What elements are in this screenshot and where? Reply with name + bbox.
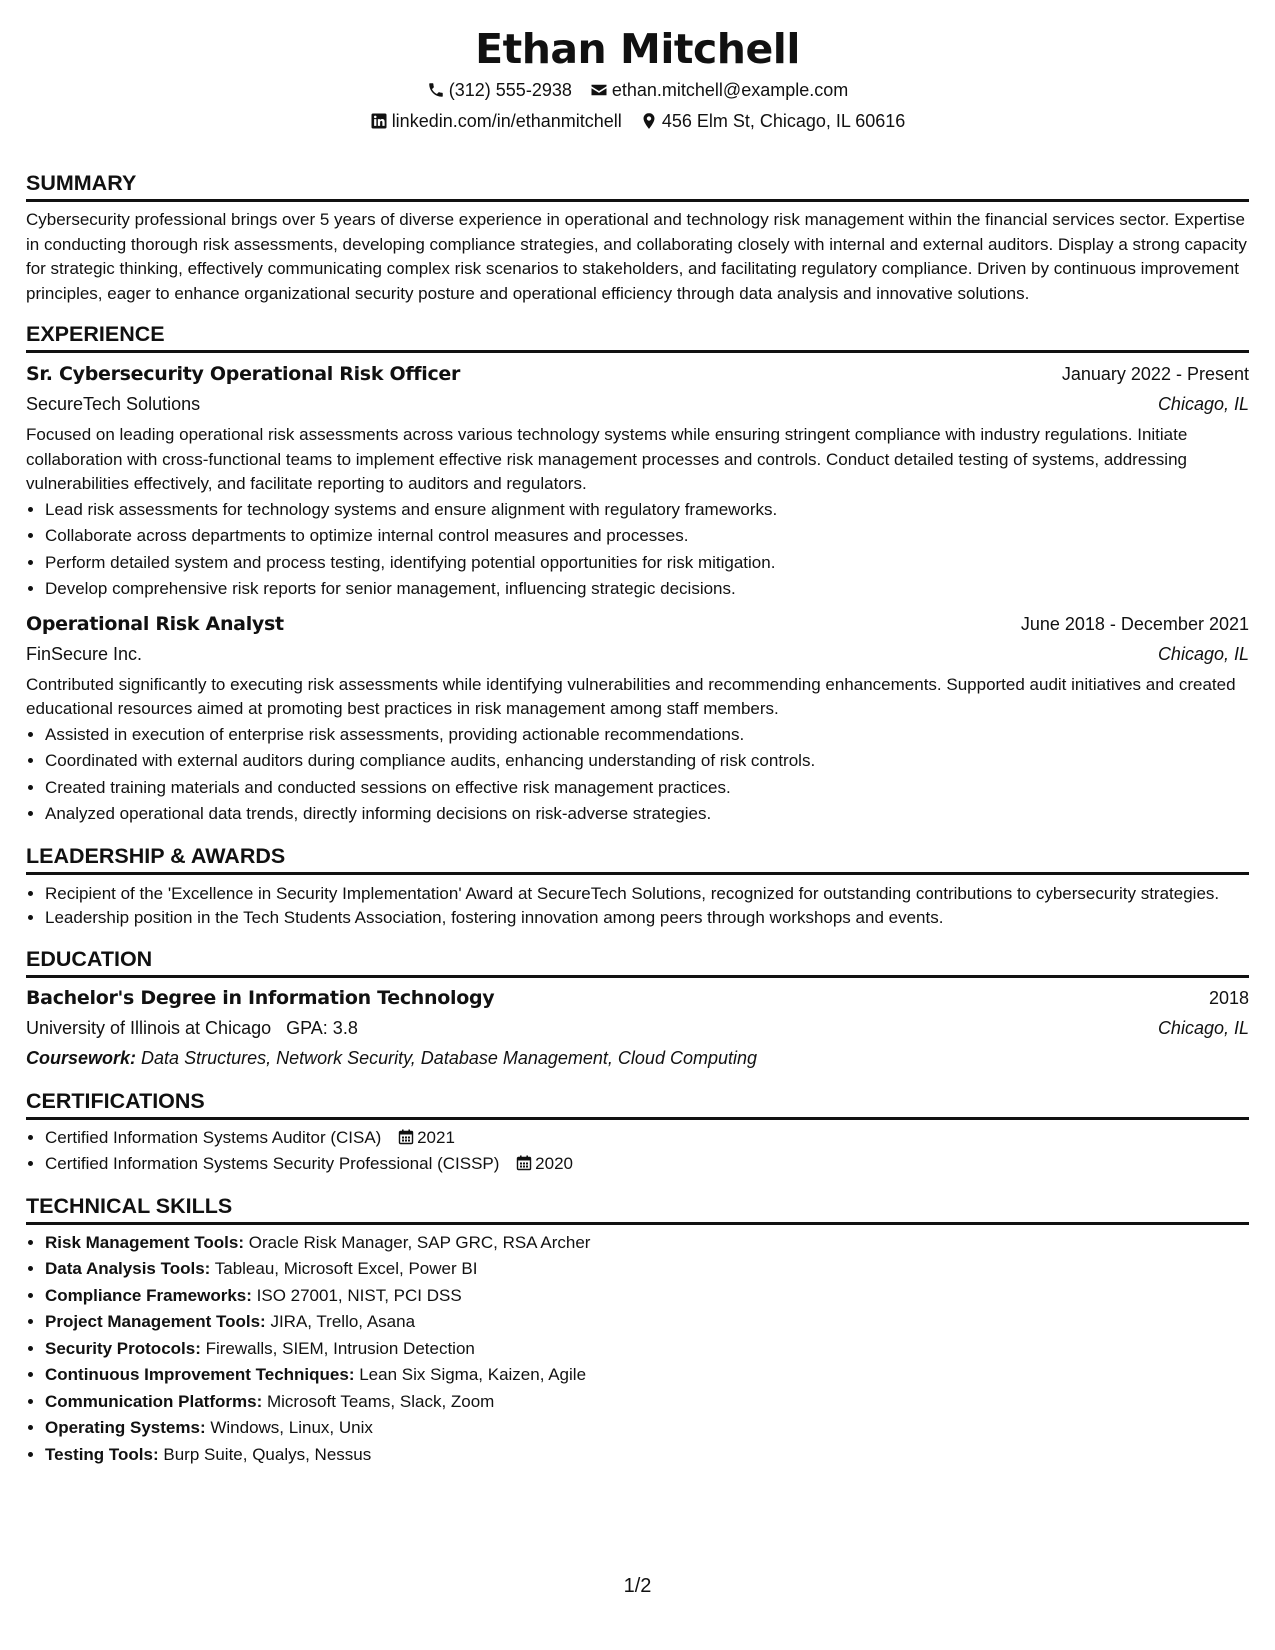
email-text[interactable]: ethan.mitchell@example.com xyxy=(611,80,849,100)
job-company: FinSecure Inc. xyxy=(26,643,143,664)
list-item xyxy=(45,1151,1249,1178)
list-item: • Lead risk assessments for technology systems and ensure alignment with regulatory frameworks. xyxy=(45,497,1249,524)
list-item: • Coordinated with external auditors during compliance audits, enhancing understanding of risk controls. xyxy=(45,748,1249,775)
school-name: University of Illinois at Chicago xyxy=(26,1017,272,1038)
coursework-text: Data Structures, Network Security, Database Management, Cloud Computing xyxy=(141,1047,758,1068)
list-item: • Collaborate across departments to optimize internal control measures and processes. xyxy=(45,523,1249,550)
graduation-year: 2018 xyxy=(1208,987,1249,1008)
skills-heading: TECHNICAL SKILLS xyxy=(26,1192,1249,1225)
certifications-heading: CERTIFICATIONS xyxy=(26,1087,1249,1120)
candidate-name: Ethan Mitchell xyxy=(475,25,800,73)
skills-section xyxy=(26,1192,1249,1469)
linkedin-icon xyxy=(370,112,388,130)
experience-heading: EXPERIENCE xyxy=(26,320,1249,353)
certification-name: Certified Information Systems Auditor (CISA) xyxy=(45,1127,382,1147)
list-item: • Assisted in execution of enterprise risk assessments, providing actionable recommendations. xyxy=(45,722,1249,749)
job-description: Contributed significantly to executing risk assessments while identifying vulnerabilities and recommending enhancements. Supported audit initiatives and created educational resources aimed at promoting best practices in risk management among staff members. xyxy=(26,674,1236,718)
email-contact[interactable] xyxy=(590,78,848,102)
phone-icon xyxy=(427,81,445,99)
job-dates: January 2022 - Present xyxy=(1061,364,1249,384)
calendar-icon xyxy=(516,1155,532,1171)
skill-value: Oracle Risk Manager, SAP GRC, RSA Archer xyxy=(248,1232,591,1252)
list-item xyxy=(45,1389,1249,1416)
contact-line-1 xyxy=(26,78,1249,102)
skill-value: Microsoft Teams, Slack, Zoom xyxy=(266,1391,495,1411)
linkedin-contact[interactable] xyxy=(370,109,622,133)
job-entry xyxy=(26,359,1249,603)
job-company: SecureTech Solutions xyxy=(26,394,201,414)
list-item xyxy=(45,1309,1249,1336)
job-description: Focused on leading operational risk assessments across various technology systems while ensuring stringent compliance with industry regulations. Initiate collaboration with cross-functional teams to implement effective risk management processes and controls. Conduct detailed testing of systems, addressing vulnerabilities effectively, and facilitate reporting to auditors and regulators. xyxy=(26,425,1188,493)
list-item xyxy=(45,1442,1249,1469)
job-location: Chicago, IL xyxy=(1157,643,1249,664)
map-pin-icon xyxy=(640,112,658,130)
certification-year: 2021 xyxy=(417,1127,455,1147)
phone-text: (312) 555-2938 xyxy=(448,80,572,100)
certification-year: 2020 xyxy=(535,1154,573,1173)
skill-label: Data Analysis Tools: xyxy=(45,1259,211,1278)
job-bullets xyxy=(26,722,1249,828)
list-item xyxy=(45,1125,1249,1152)
list-item: • Created training materials and conducted sessions on effective risk management practices. xyxy=(45,775,1249,802)
skill-label: Risk Management Tools: xyxy=(45,1232,244,1252)
certifications-section xyxy=(26,1087,1249,1178)
leadership-bullets xyxy=(26,882,1249,931)
certifications-list xyxy=(26,1125,1249,1178)
summary-heading: SUMMARY xyxy=(26,169,1249,202)
skill-value: Firewalls, SIEM, Intrusion Detection xyxy=(205,1338,475,1358)
school-line xyxy=(26,1013,358,1043)
skill-label: Continuous Improvement Techniques: xyxy=(45,1365,355,1384)
envelope-icon xyxy=(590,81,608,99)
skill-value: Tableau, Microsoft Excel, Power BI xyxy=(214,1259,478,1278)
list-item xyxy=(45,1256,1249,1283)
skill-value: Windows, Linux, Unix xyxy=(210,1418,373,1437)
degree-title: Bachelor's Degree in Information Technology xyxy=(26,986,495,1009)
skill-label: Communication Platforms: xyxy=(45,1391,263,1411)
coursework-label: Coursework: xyxy=(26,1047,137,1068)
education-heading: EDUCATION xyxy=(26,945,1249,978)
page-number: 1/2 xyxy=(623,1575,652,1597)
job-entry xyxy=(26,609,1249,828)
list-item xyxy=(45,1336,1249,1363)
address-text: 456 Elm St, Chicago, IL 60616 xyxy=(661,111,906,131)
job-location: Chicago, IL xyxy=(1157,394,1249,414)
skill-label: Testing Tools: xyxy=(45,1444,159,1464)
skills-list xyxy=(26,1230,1249,1469)
contact-line-2 xyxy=(26,109,1249,133)
skill-value: Burp Suite, Qualys, Nessus xyxy=(163,1444,372,1464)
skill-label: Operating Systems: xyxy=(45,1418,206,1437)
job-title: Operational Risk Analyst xyxy=(26,612,284,635)
job-dates: June 2018 - December 2021 xyxy=(1020,613,1249,634)
list-item: • Perform detailed system and process testing, identifying potential opportunities for risk mitigation. xyxy=(45,550,1249,577)
list-item xyxy=(45,1362,1249,1389)
list-item xyxy=(45,1283,1249,1310)
list-item xyxy=(45,1415,1249,1442)
list-item: • Leadership position in the Tech Students Association, fostering innovation among peers through workshops and events. xyxy=(45,906,1249,931)
summary-section xyxy=(26,169,1249,306)
skill-value: JIRA, Trello, Asana xyxy=(270,1312,416,1331)
skill-value: ISO 27001, NIST, PCI DSS xyxy=(256,1285,462,1305)
education-section xyxy=(26,945,1249,1073)
leadership-heading: LEADERSHIP & AWARDS xyxy=(26,842,1249,875)
list-item: • Analyzed operational data trends, directly informing decisions on risk-adverse strategies. xyxy=(45,801,1249,828)
linkedin-text[interactable]: linkedin.com/in/ethanmitchell xyxy=(391,111,622,131)
job-title: Sr. Cybersecurity Operational Risk Officer xyxy=(26,363,461,385)
certification-name: Certified Information Systems Security Professional (CISSP) xyxy=(45,1154,500,1173)
leadership-section xyxy=(26,842,1249,931)
skill-label: Security Protocols: xyxy=(45,1338,201,1358)
resume-page xyxy=(26,0,1249,1468)
skill-value: Lean Six Sigma, Kaizen, Agile xyxy=(359,1365,587,1384)
job-bullets xyxy=(26,497,1249,603)
gpa: GPA: 3.8 xyxy=(286,1017,358,1038)
skill-label: Compliance Frameworks: xyxy=(45,1285,252,1305)
list-item: • Develop comprehensive risk reports for senior management, influencing strategic decisions. xyxy=(45,576,1249,603)
phone-contact xyxy=(427,78,572,102)
skill-label: Project Management Tools: xyxy=(45,1312,266,1331)
calendar-icon xyxy=(398,1129,414,1145)
coursework-line xyxy=(26,1043,1249,1073)
school-location: Chicago, IL xyxy=(1157,1017,1249,1038)
list-item xyxy=(45,1230,1249,1257)
experience-section xyxy=(26,320,1249,828)
address-contact xyxy=(640,109,905,133)
summary-text: Cybersecurity professional brings over 5 years of diverse experience in operational and technology risk management within the financial services sector. Expertise in conducting thorough risk assessments, developing compliance strategies, and collaborating closely with internal and external auditors. Display a strong capacity for strategic thinking, effectively communicating complex risk scenarios to stakeholders, and facilitating regulatory compliance. Driven by continuous improvement principles, eager to enhance organizational security posture and operational efficiency through data analysis and innovative solutions. xyxy=(26,210,1247,303)
list-item: • Recipient of the 'Excellence in Security Implementation' Award at SecureTech Solutions, recognized for outstanding contributions to cybersecurity strategies. xyxy=(45,882,1249,907)
